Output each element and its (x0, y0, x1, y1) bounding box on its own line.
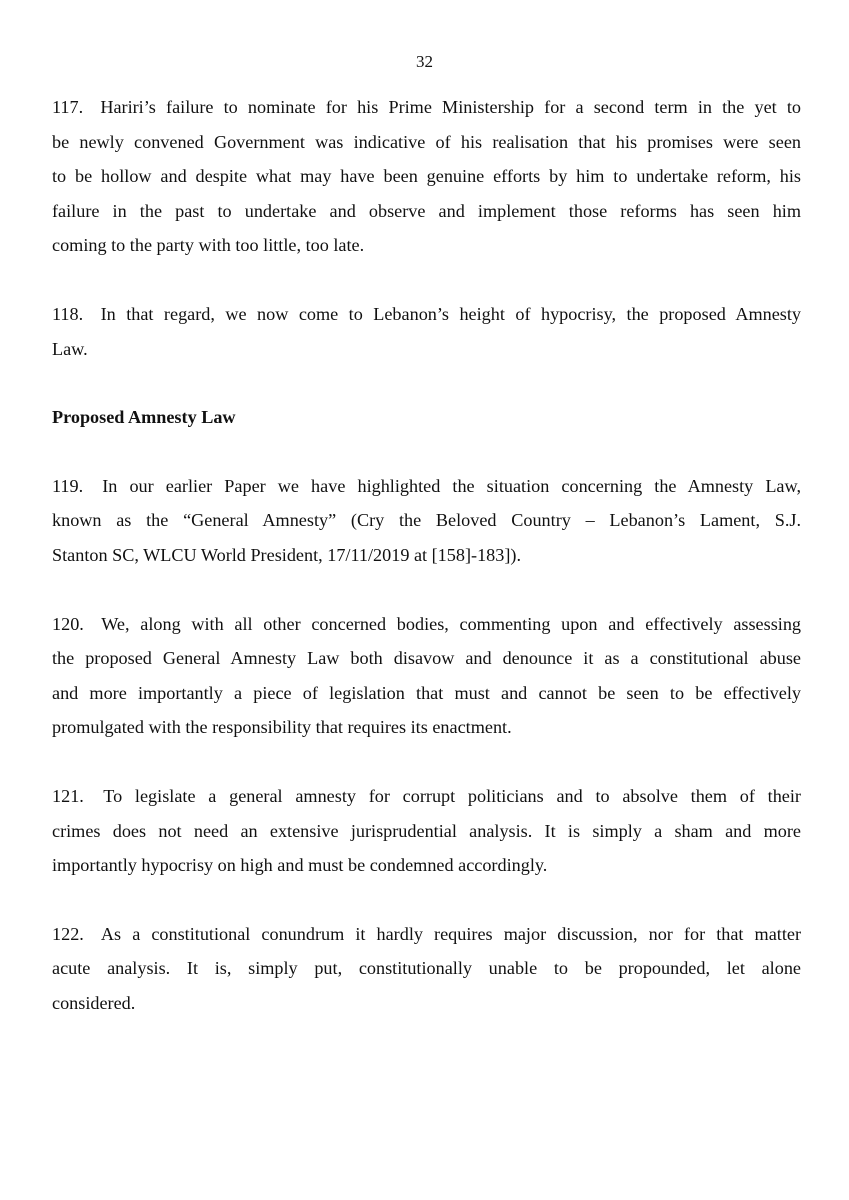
paragraph-line: and more importantly a piece of legislation that must and cannot be seen to be effectively (52, 682, 801, 703)
paragraph-number: 118. (52, 303, 84, 324)
paragraph-line: crimes does not need an extensive jurisprudential analysis. It is simply a sham and more (52, 820, 801, 841)
page-number: 32 (416, 52, 433, 71)
paragraph-line: Stanton SC, WLCU World President, 17/11/2019 at [158]-183]). (52, 544, 522, 565)
paragraph-line: Law. (52, 338, 88, 359)
paragraph-120 (52, 607, 801, 745)
paragraph-line: In that regard, we now come to Lebanon’s height of hypocrisy, the proposed Amnesty (100, 303, 801, 324)
paragraph-number: 120. (52, 613, 84, 634)
paragraph-122 (52, 917, 801, 1021)
paragraph-number: 117. (52, 97, 84, 117)
paragraph-line: known as the “General Amnesty” (Cry the Beloved Country – Lebanon’s Lament, S.J. (52, 510, 801, 531)
paragraph-number: 122. (52, 923, 84, 944)
paragraph-line: failure in the past to undertake and observe and implement those reforms has seen him (52, 200, 801, 221)
paragraph-number: 121. (52, 785, 84, 806)
paragraph-line: be newly convened Government was indicative of his realisation that his promises were seen (52, 131, 801, 152)
paragraph-line: As a constitutional conundrum it hardly requires major discussion, nor for that matter (100, 923, 801, 944)
paragraph-line: In our earlier Paper we have highlighted the situation concerning the Amnesty Law, (102, 475, 801, 496)
paragraph-number: 119. (52, 475, 84, 496)
section-heading: Proposed Amnesty Law (52, 407, 236, 428)
document-body (52, 90, 801, 1054)
paragraph-line: Hariri’s failure to nominate for his Prime Ministership for a second term in the yet to (100, 97, 802, 117)
paragraph-line: the proposed General Amnesty Law both disavow and denounce it as a constitutional abuse (52, 648, 801, 669)
paragraph-118 (52, 297, 801, 366)
paragraph-line: To legislate a general amnesty for corrupt politicians and to absolve them of their (103, 785, 801, 806)
paragraph-line: coming to the party with too little, too late. (52, 235, 365, 256)
paragraph-121 (52, 779, 801, 883)
paragraph-line: We, along with all other concerned bodies, commenting upon and effectively assessing (101, 613, 802, 634)
paragraph-line: acute analysis. It is, simply put, constitutionally unable to be propounded, let alone (52, 958, 801, 979)
paragraph-line: importantly hypocrisy on high and must be condemned accordingly. (52, 855, 548, 876)
paragraph-117 (52, 90, 801, 263)
paragraph-line: considered. (52, 992, 136, 1013)
paragraph-line: promulgated with the responsibility that requires its enactment. (52, 717, 512, 738)
paragraph-119 (52, 469, 801, 573)
paragraph-line: to be hollow and despite what may have been genuine efforts by him to undertake reform, his (52, 166, 801, 187)
